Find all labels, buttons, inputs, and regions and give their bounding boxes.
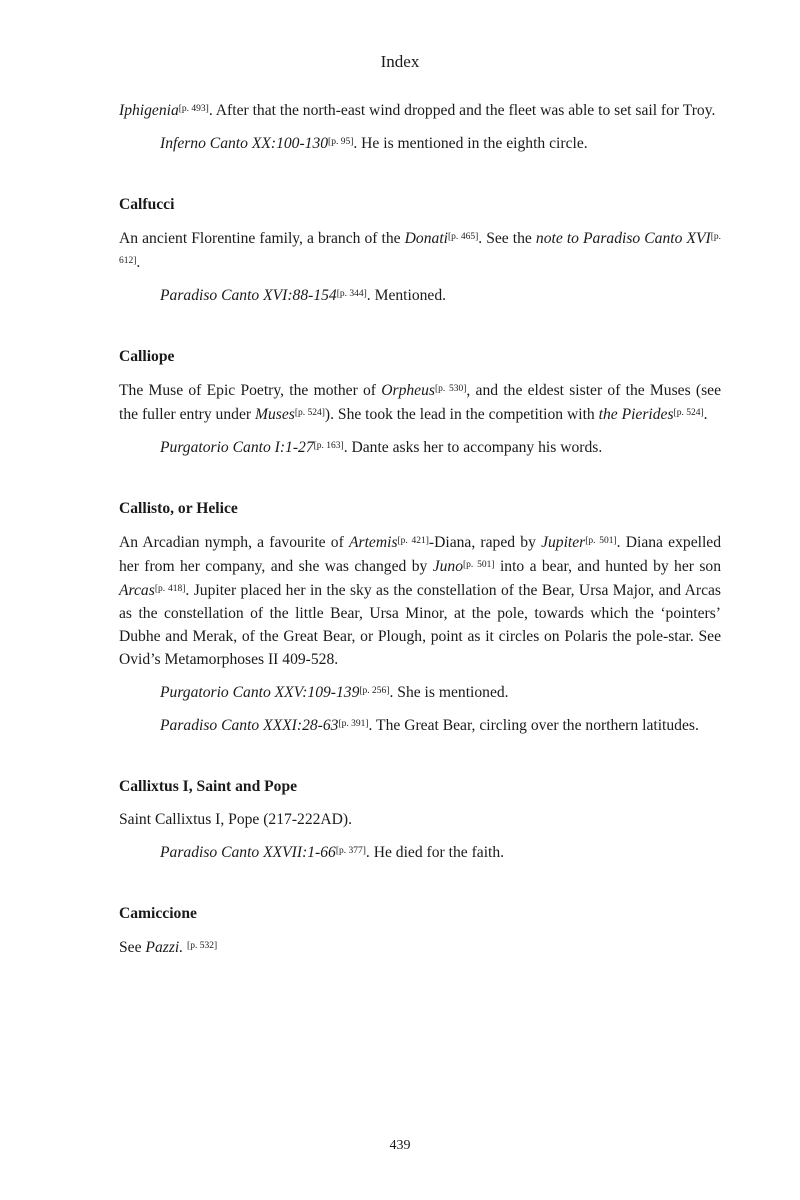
page-ref[interactable]: [p. 418] <box>154 584 186 594</box>
link-canto[interactable]: Paradiso Canto XXXI:28-63 <box>160 717 339 734</box>
link-orpheus[interactable]: Orpheus <box>381 382 435 399</box>
entry-description: An ancient Florentine family, a branch of the Donati[p. 465]. See the note to Paradiso Canto XVI[p. 612]. <box>119 230 722 271</box>
entry-heading: Callixtus I, Saint and Pope <box>119 778 298 795</box>
entry-description: The Muse of Epic Poetry, the mother of Orpheus[p. 530], and the eldest sister of the Muses (see the fuller entry under Muses[p. 524]). She took the lead in the competition with the Pierides[p. 524]. <box>119 382 721 423</box>
link-iphigenia[interactable]: Iphigenia <box>119 102 179 119</box>
page-ref[interactable]: [p. 532] <box>187 941 218 951</box>
canto-reference: Paradiso Canto XXVII:1-66[p. 377]. He died for the faith. <box>160 844 505 861</box>
page-ref[interactable]: [p. 501] <box>585 536 617 546</box>
page-ref[interactable]: [p. 501] <box>463 560 495 570</box>
canto-reference: Purgatorio Canto I:1-27[p. 163]. Dante asks her to accompany his words. <box>160 439 603 456</box>
link-canto[interactable]: Purgatorio Canto I:1-27 <box>160 439 314 456</box>
page-ref[interactable]: [p. 256] <box>359 686 390 696</box>
running-header: Index <box>380 52 420 71</box>
page-ref[interactable]: [p. 524] <box>673 408 704 418</box>
page-ref[interactable]: [p. 163] <box>313 441 344 451</box>
page-number: 439 <box>389 1138 411 1153</box>
entry-description: See Pazzi. [p. 532] <box>119 939 218 956</box>
canto-reference: Paradiso Canto XVI:88-154[p. 344]. Mentioned. <box>160 287 447 304</box>
page-ref[interactable]: [p. 493] <box>178 104 209 114</box>
entry-callixtus <box>119 775 721 864</box>
link-canto[interactable]: Paradiso Canto XXVII:1-66 <box>160 844 336 861</box>
entry-heading: Calfucci <box>119 196 175 213</box>
entry-callisto <box>119 497 721 737</box>
index-content <box>119 98 721 959</box>
page-ref[interactable]: [p. 344] <box>336 289 367 299</box>
link-pazzi[interactable]: Pazzi. <box>145 939 184 956</box>
canto-reference: Purgatorio Canto XXV:109-139[p. 256]. She is mentioned. <box>160 684 509 701</box>
link-canto[interactable]: Purgatorio Canto XXV:109-139 <box>160 684 360 701</box>
entry-camiccione <box>119 902 721 959</box>
page-ref[interactable]: [p. 530] <box>434 384 467 394</box>
link-pierides[interactable]: the Pierides <box>598 406 674 423</box>
entry-description: Saint Callixtus I, Pope (217-222AD). <box>119 811 353 828</box>
link-arcas[interactable]: Arcas <box>119 582 155 599</box>
link-juno[interactable]: Juno <box>432 558 463 575</box>
canto-reference: Paradiso Canto XXXI:28-63[p. 391]. The Great Bear, circling over the northern latitudes. <box>160 717 699 734</box>
entry-heading: Calliope <box>119 348 175 365</box>
entry-calfucci <box>119 193 721 307</box>
link-note[interactable]: note to Paradiso Canto XVI <box>535 230 711 247</box>
entry-heading: Callisto, or Helice <box>119 500 238 517</box>
continuation-paragraph: Iphigenia[p. 493]. After that the north-east wind dropped and the fleet was able to set sail for Troy. <box>119 102 716 119</box>
page-ref[interactable]: [p. 421] <box>397 536 429 546</box>
page-ref[interactable]: [p. 612] <box>119 232 722 266</box>
page-ref[interactable]: [p. 465] <box>448 232 479 242</box>
entry-heading: Camiccione <box>119 905 197 922</box>
link-donati[interactable]: Donati <box>404 230 448 247</box>
link-artemis[interactable]: Artemis <box>349 534 398 551</box>
page-ref[interactable]: [p. 377] <box>335 846 366 856</box>
page-ref[interactable]: [p. 391] <box>338 719 369 729</box>
entry-description: An Arcadian nymph, a favourite of Artemis[p. 421]-Diana, raped by Jupiter[p. 501]. Diana expelled her from her company, and she was changed by Juno[p. 501] into a bear, and hunted by her son Arcas[p. 418]. Jupiter placed her in the sky as the constellation of the Bear, Ursa Major, and Arcas as the constellation of the little Bear, Ursa Minor, at the pole, towards which the ‘pointers’ Dubhe and Merak, of the Great Bear, or Plough, point as it circles on Polaris the pole-star. See Ovid’s Metamorphoses II 409-528. <box>119 534 722 668</box>
entry-calliope <box>119 345 721 459</box>
link-canto[interactable]: Paradiso Canto XVI:88-154 <box>160 287 337 304</box>
link-jupiter[interactable]: Jupiter <box>541 534 586 551</box>
page-ref[interactable]: [p. 524] <box>294 408 325 418</box>
page-ref[interactable]: [p. 95] <box>328 137 354 147</box>
link-canto[interactable]: Inferno Canto XX:100-130 <box>160 135 329 152</box>
link-muses[interactable]: Muses <box>254 406 295 423</box>
canto-reference: Inferno Canto XX:100-130[p. 95]. He is mentioned in the eighth circle. <box>160 135 588 152</box>
